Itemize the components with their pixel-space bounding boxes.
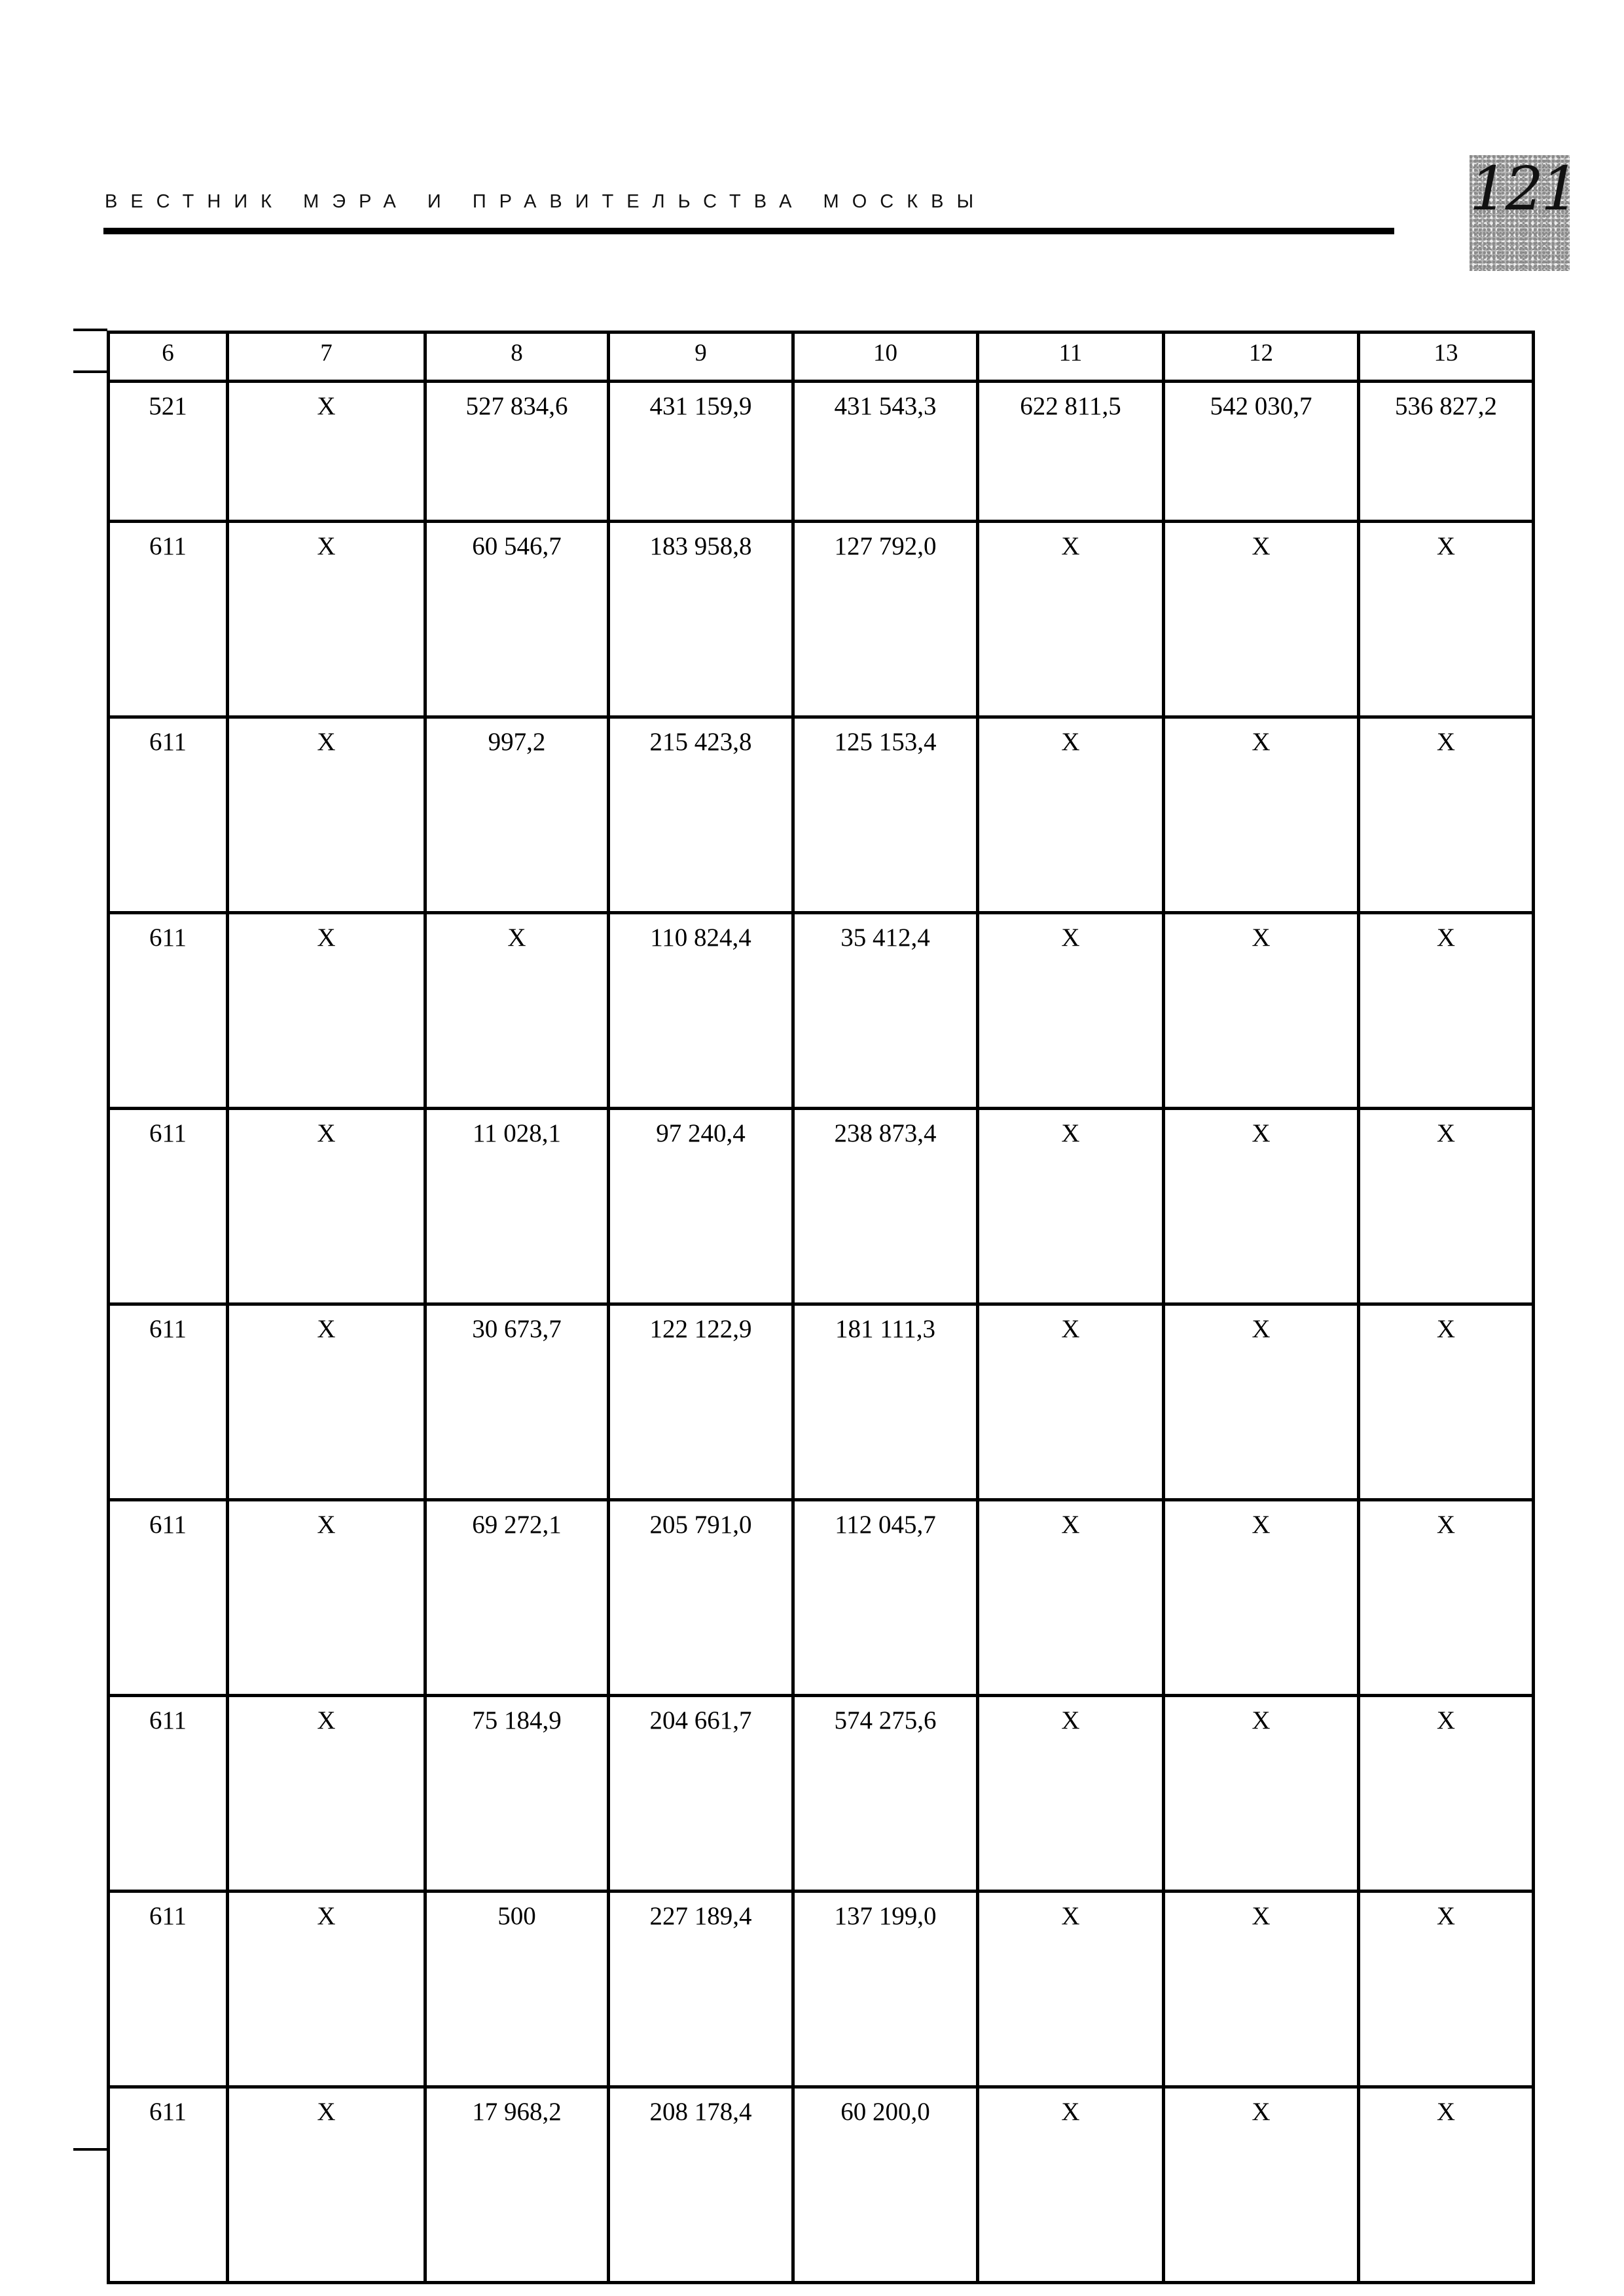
table-cell: Х xyxy=(1164,522,1359,717)
table-cell: Х xyxy=(228,382,425,522)
table-cell: Х xyxy=(1164,913,1359,1109)
table-cell: 622 811,5 xyxy=(978,382,1164,522)
table-cell: Х xyxy=(1359,2087,1534,2283)
table-cell: Х xyxy=(1359,1304,1534,1500)
table-cell: Х xyxy=(1359,1109,1534,1304)
table-cell: 611 xyxy=(109,522,228,717)
table-cell: 611 xyxy=(109,2087,228,2283)
table-cell: 69 272,1 xyxy=(425,1500,609,1696)
table-row xyxy=(109,1109,1534,1304)
table-cell: Х xyxy=(228,1696,425,1892)
data-table xyxy=(107,331,1535,2284)
table-cell: Х xyxy=(1164,1500,1359,1696)
margin-rule-header xyxy=(73,370,107,373)
page-number: 121 xyxy=(1470,154,1577,224)
table-cell: Х xyxy=(425,913,609,1109)
table-cell: 431 543,3 xyxy=(793,382,978,522)
table-cell: 227 189,4 xyxy=(609,1892,793,2087)
table-row xyxy=(109,717,1534,913)
table-cell: 112 045,7 xyxy=(793,1500,978,1696)
table-cell: Х xyxy=(228,1500,425,1696)
table-cell: 997,2 xyxy=(425,717,609,913)
column-number: 9 xyxy=(609,332,793,382)
table-cell: Х xyxy=(978,1892,1164,2087)
table-row xyxy=(109,1696,1534,1892)
journal-title: ВЕСТНИК МЭРА И ПРАВИТЕЛЬСТВА МОСКВЫ xyxy=(105,191,987,212)
table-cell: Х xyxy=(1359,1892,1534,2087)
table-cell: Х xyxy=(228,1892,425,2087)
table-cell: 30 673,7 xyxy=(425,1304,609,1500)
table-cell: 205 791,0 xyxy=(609,1500,793,1696)
table-cell: Х xyxy=(1359,522,1534,717)
table-cell: 125 153,4 xyxy=(793,717,978,913)
table-cell: Х xyxy=(1164,1304,1359,1500)
table-cell: 208 178,4 xyxy=(609,2087,793,2283)
table-cell: 110 824,4 xyxy=(609,913,793,1109)
table-cell: 431 159,9 xyxy=(609,382,793,522)
table-cell: Х xyxy=(1164,1109,1359,1304)
table-cell: Х xyxy=(978,2087,1164,2283)
table-cell: 97 240,4 xyxy=(609,1109,793,1304)
table-cell: 521 xyxy=(109,382,228,522)
table-cell: Х xyxy=(978,717,1164,913)
table-cell: 204 661,7 xyxy=(609,1696,793,1892)
table-cell: 527 834,6 xyxy=(425,382,609,522)
table-cell: Х xyxy=(1164,717,1359,913)
table-cell: 60 546,7 xyxy=(425,522,609,717)
table-cell: 127 792,0 xyxy=(793,522,978,717)
column-number: 13 xyxy=(1359,332,1534,382)
table-cell: 611 xyxy=(109,1109,228,1304)
table-cell: 60 200,0 xyxy=(793,2087,978,2283)
table-cell: 215 423,8 xyxy=(609,717,793,913)
table-cell: 542 030,7 xyxy=(1164,382,1359,522)
page-number-badge xyxy=(1470,154,1577,271)
table-cell: 611 xyxy=(109,913,228,1109)
margin-rule-top xyxy=(73,329,107,331)
table-cell: 611 xyxy=(109,1500,228,1696)
table-cell: 35 412,4 xyxy=(793,913,978,1109)
table-cell: Х xyxy=(978,1109,1164,1304)
table-cell: 183 958,8 xyxy=(609,522,793,717)
table-cell: 137 199,0 xyxy=(793,1892,978,2087)
column-number: 11 xyxy=(978,332,1164,382)
table-cell: Х xyxy=(228,717,425,913)
table-cell: 500 xyxy=(425,1892,609,2087)
table-cell: 181 111,3 xyxy=(793,1304,978,1500)
column-number: 10 xyxy=(793,332,978,382)
table-cell: 11 028,1 xyxy=(425,1109,609,1304)
table-row xyxy=(109,1304,1534,1500)
table-cell: Х xyxy=(228,913,425,1109)
table-cell: 611 xyxy=(109,717,228,913)
table-cell: 122 122,9 xyxy=(609,1304,793,1500)
table-cell: 536 827,2 xyxy=(1359,382,1534,522)
table-row xyxy=(109,522,1534,717)
table-row xyxy=(109,2087,1534,2283)
table-cell: Х xyxy=(978,1696,1164,1892)
margin-rule-bottom xyxy=(73,2148,107,2151)
table-row xyxy=(109,913,1534,1109)
column-number: 8 xyxy=(425,332,609,382)
table-cell: Х xyxy=(228,522,425,717)
table-cell: Х xyxy=(228,1109,425,1304)
column-number: 6 xyxy=(109,332,228,382)
column-number: 12 xyxy=(1164,332,1359,382)
table-cell: 75 184,9 xyxy=(425,1696,609,1892)
table-cell: Х xyxy=(1359,1500,1534,1696)
table-row xyxy=(109,1500,1534,1696)
table-body xyxy=(109,332,1534,2283)
table-cell: Х xyxy=(1359,913,1534,1109)
table-row xyxy=(109,382,1534,522)
table-cell: Х xyxy=(978,1304,1164,1500)
table-cell: 611 xyxy=(109,1304,228,1500)
table-cell: Х xyxy=(1164,2087,1359,2283)
column-number-row xyxy=(109,332,1534,382)
table-cell: Х xyxy=(1359,1696,1534,1892)
table-cell: Х xyxy=(228,1304,425,1500)
table-cell: 574 275,6 xyxy=(793,1696,978,1892)
table-cell: 611 xyxy=(109,1892,228,2087)
table-cell: Х xyxy=(978,1500,1164,1696)
table-cell: Х xyxy=(228,2087,425,2283)
table-cell: 611 xyxy=(109,1696,228,1892)
table-cell: 17 968,2 xyxy=(425,2087,609,2283)
table-cell: Х xyxy=(1359,717,1534,913)
table-cell: Х xyxy=(978,522,1164,717)
table-cell: 238 873,4 xyxy=(793,1109,978,1304)
header-rule xyxy=(103,228,1394,234)
table-cell: Х xyxy=(1164,1892,1359,2087)
table-cell: Х xyxy=(1164,1696,1359,1892)
column-number: 7 xyxy=(228,332,425,382)
table-cell: Х xyxy=(978,913,1164,1109)
table-row xyxy=(109,1892,1534,2087)
